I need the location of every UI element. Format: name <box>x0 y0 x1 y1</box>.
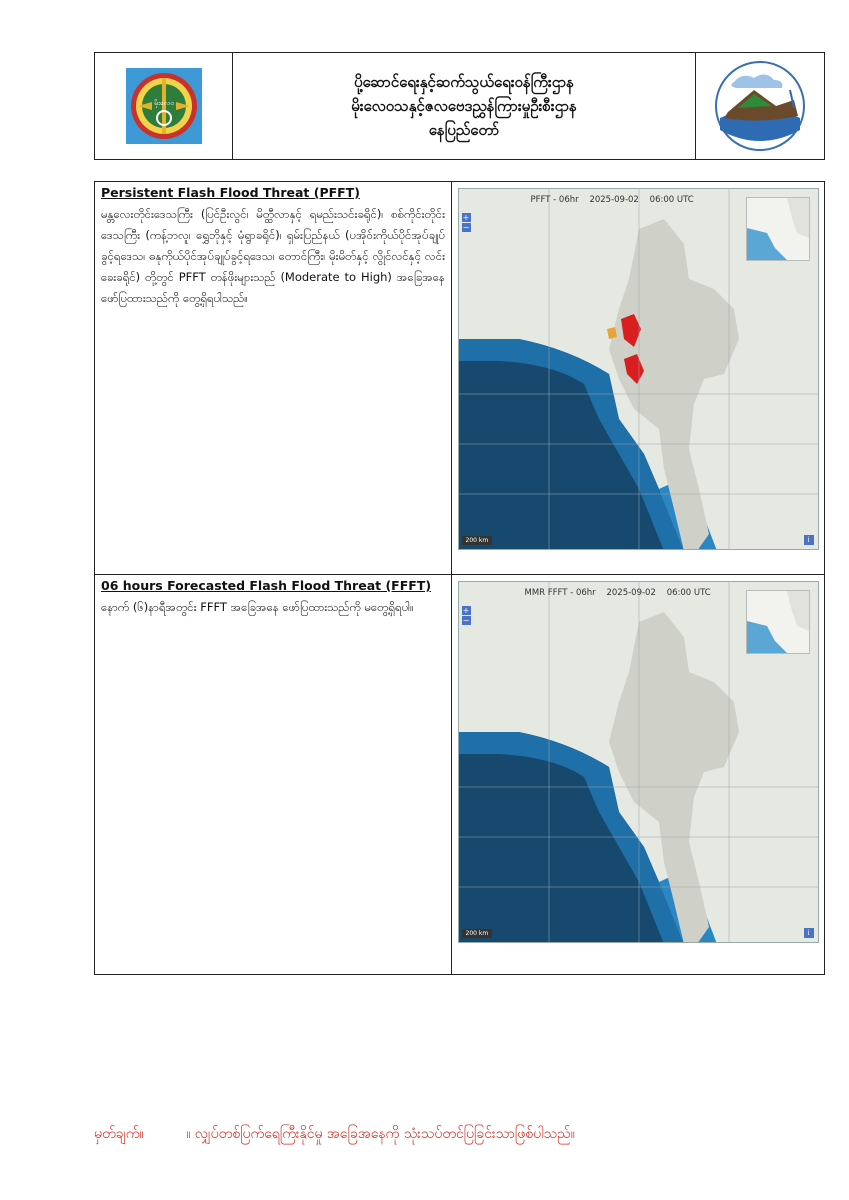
pfft-inset-map <box>747 198 809 260</box>
water-cycle-icon <box>714 60 806 152</box>
pfft-map-date: 2025-09-02 <box>589 195 639 205</box>
right-logo-cell <box>696 53 824 159</box>
ffft-inset-map <box>747 591 809 653</box>
pfft-description: မန္တလေးတိုင်းဒေသကြီး (ပြင်ဦးလွင်၊ မိတ္ထီလာနှင့် ရမည်းသင်းခရိုင်)၊ စစ်ကိုင်းတိုင်းဒေသကြီး (ကန့်ဘလူ၊ ရွှေဘိုနှင့် မုံရွာခရိုင်)၊ ရှမ်းပြည်နယ် (ပအိုဝ်းကိုယ်ပိုင်အုပ်ချုပ်ခွင့်ရဒေသ၊ ဓနုကိုယ်ပိုင်အုပ်ချုပ်ခွင့်ရဒေသ၊ တောင်ကြီး၊ မိုးမိတ်နှင့် လွိုင်လင်နှင့် လင်းခေးခရိုင်) တို့တွင် PFFT တန်ဖိုးများသည် (Moderate to High) အခြေအနေ ဖော်ပြထားသည်ကို တွေ့ရှိရပါသည်။ <box>101 207 445 305</box>
footer-label: မှတ်ချက်။ <box>94 1126 144 1142</box>
pfft-map[interactable] <box>458 188 819 550</box>
header-table <box>94 52 825 160</box>
pfft-scale-bar: 200 km <box>462 536 493 545</box>
department-emblem-icon <box>126 68 202 144</box>
ffft-scale-bar: 200 km <box>462 929 493 938</box>
ffft-description: နောက် (၆)နာရီအတွင်း FFFT အခြေအနေ ဖော်ပြထားသည်ကို မတွေ့ရှိရပါ။ <box>101 600 414 614</box>
zoom-out-icon[interactable]: − <box>462 616 470 625</box>
footer-text: ။ လျှပ်တစ်ပြက်ရေကြီးနိုင်မှု အခြေအနေကို သုံးသပ်တင်ပြခြင်းသာဖြစ်ပါသည်။ <box>186 1126 575 1142</box>
pfft-locator-inset <box>746 197 810 261</box>
left-logo-cell <box>95 53 233 159</box>
ffft-zoom-controls <box>462 606 471 626</box>
zoom-out-icon[interactable]: − <box>462 223 470 232</box>
ffft-text-cell <box>95 575 452 974</box>
pfft-row <box>95 182 824 575</box>
ffft-map-cell <box>452 575 824 974</box>
pfft-zoom-controls <box>462 213 471 233</box>
ffft-title: 06 hours Forecasted Flash Flood Threat (FFFT) <box>101 578 432 593</box>
info-icon[interactable]: i <box>804 928 814 938</box>
ffft-row <box>95 575 824 974</box>
department-name: မိုးလေဝသနှင့်ဇလဗေဒညွှန်ကြားမှုဦးစီးဌာန <box>351 97 577 115</box>
pfft-map-product: PFFT - 06hr <box>530 195 579 205</box>
ministry-name: ပို့ဆောင်ရေးနှင့်ဆက်သွယ်ရေးဝန်ကြီးဌာန <box>354 73 574 91</box>
report-table <box>94 181 825 975</box>
pfft-title: Persistent Flash Flood Threat (PFFT) <box>101 185 360 200</box>
ffft-locator-inset <box>746 590 810 654</box>
footer-note <box>94 1124 825 1145</box>
ffft-map-title <box>525 588 711 598</box>
zoom-in-icon[interactable]: + <box>462 606 470 615</box>
ffft-map-time: 06:00 UTC <box>666 588 711 598</box>
zoom-in-icon[interactable]: + <box>462 213 470 222</box>
pfft-map-title <box>531 195 694 205</box>
left-logo-text: မိုးလေဝ <box>153 99 174 107</box>
ffft-map-product: MMR FFFT - 06hr <box>524 588 596 598</box>
location-name: နေပြည်တော် <box>428 121 500 139</box>
info-icon[interactable]: i <box>804 535 814 545</box>
header-title-block <box>233 53 696 159</box>
ffft-map[interactable] <box>458 581 819 943</box>
ffft-map-date: 2025-09-02 <box>606 588 656 598</box>
pfft-map-time: 06:00 UTC <box>649 195 694 205</box>
pfft-text-cell <box>95 182 452 574</box>
pfft-map-cell <box>452 182 824 574</box>
